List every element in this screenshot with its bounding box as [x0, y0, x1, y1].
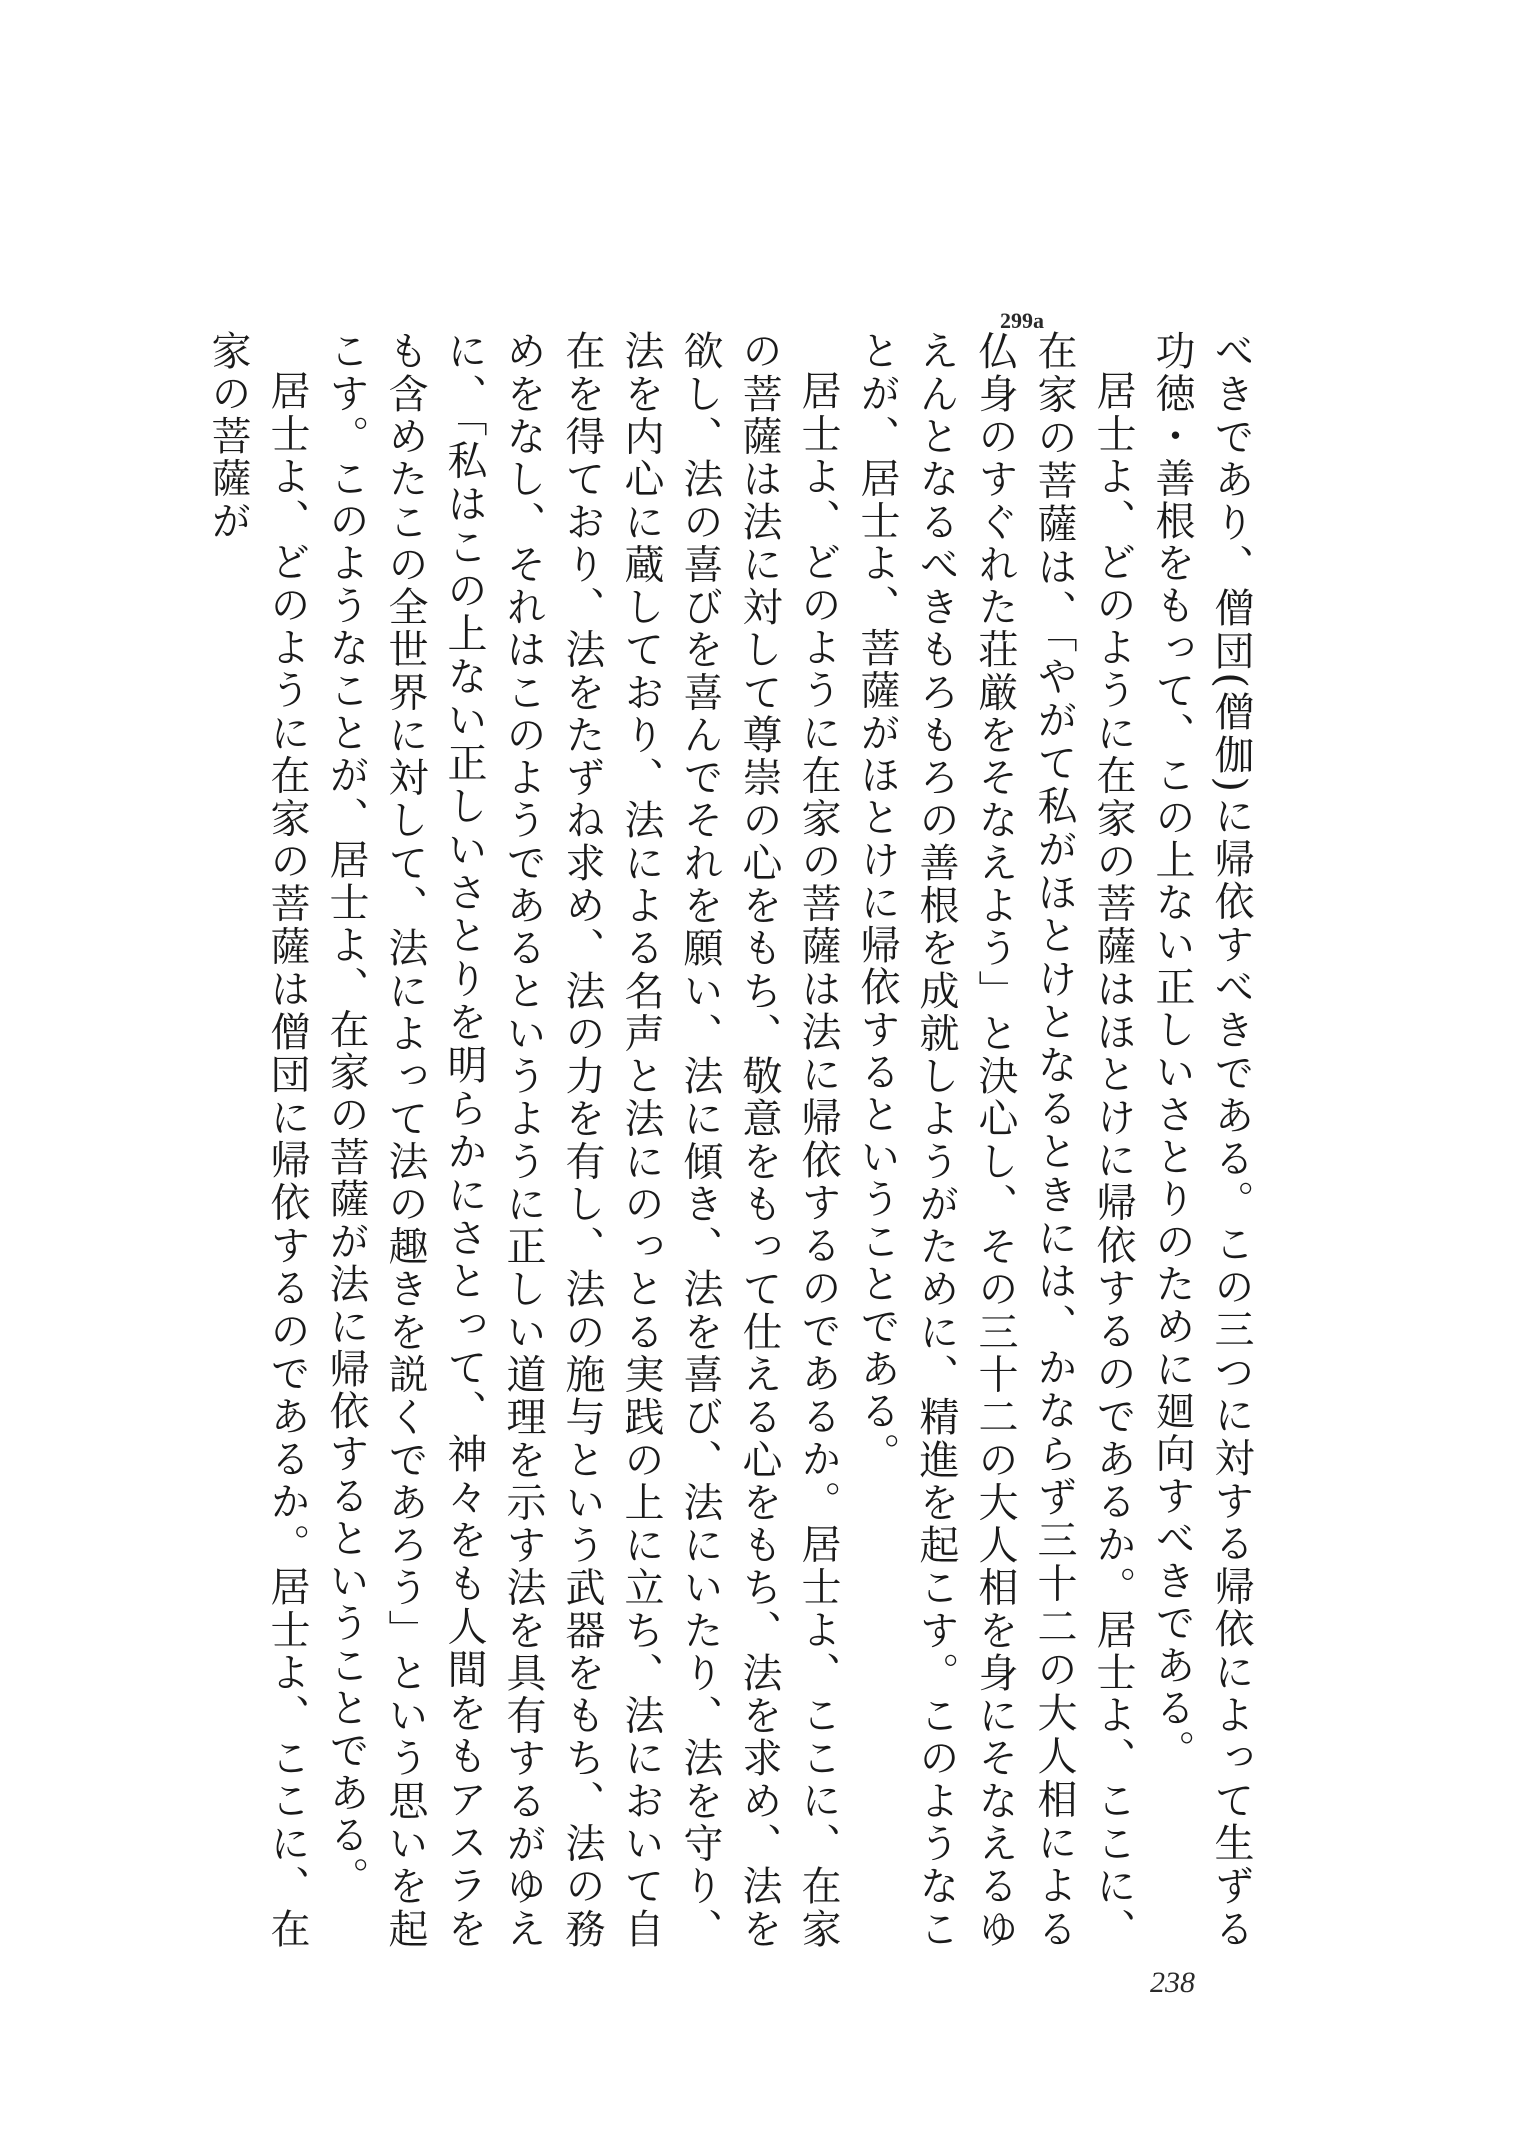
paragraph-1: べきであり、僧団(僧伽)に帰依すべきである。この三つに対する帰依によって生ずる功徳・善根をもって、この上ない正しいさとりのために廻向すべきである。 — [1149, 330, 1254, 1950]
vertical-text-body — [205, 330, 1260, 1950]
paragraph-4: 居士よ、どのように在家の菩薩は僧団に帰依するのであるか。居士よ、ここに、在家の菩薩が — [205, 330, 310, 1950]
page-number: 238 — [1150, 1966, 1195, 1999]
paragraph-3: 居士よ、どのように在家の菩薩は法に帰依するのであるか。居士よ、ここに、在家の菩薩は法に対して尊崇の心をもち、敬意をもって仕える心をもち、法を求め、法を欲し、法の喜びを喜んでそれを願い、法に傾き、法を喜び、法にいたり、法を守り、法を内心に蔵しており、法による名声と法にのっとる実践の上に立ち、法において自在を得ており、法をたずね求め、法の力を有し、法の施与という武器をもち、法の務めをなし、それはこのようであるというように正しい道理を示す法を具有するがゆえに、「私はこの上ない正しいさとりを明らかにさとって、神々をも人間をもアスラをも含めたこの全世界に対して、法によって法の趣きを説くであろう」という思いを起こす。このようなことが、居士よ、在家の菩薩が法に帰依するということである。 — [323, 330, 841, 1950]
paragraph-2: 居士よ、どのように在家の菩薩はほとけに帰依するのであるか。居士よ、ここに、在家の菩薩は、「やがて私がほとけとなるときには、かならず三十二の大人相による仏身のすぐれた荘厳をそなえよう」と決心し、その三十二の大人相を身にそなえるゆえんとなるべきもろもろの善根を成就しようがために、精進を起こす。このようなことが、居士よ、菩薩がほとけに帰依するということである。 — [854, 330, 1136, 1950]
margin-reference: 299a — [1000, 308, 1044, 333]
